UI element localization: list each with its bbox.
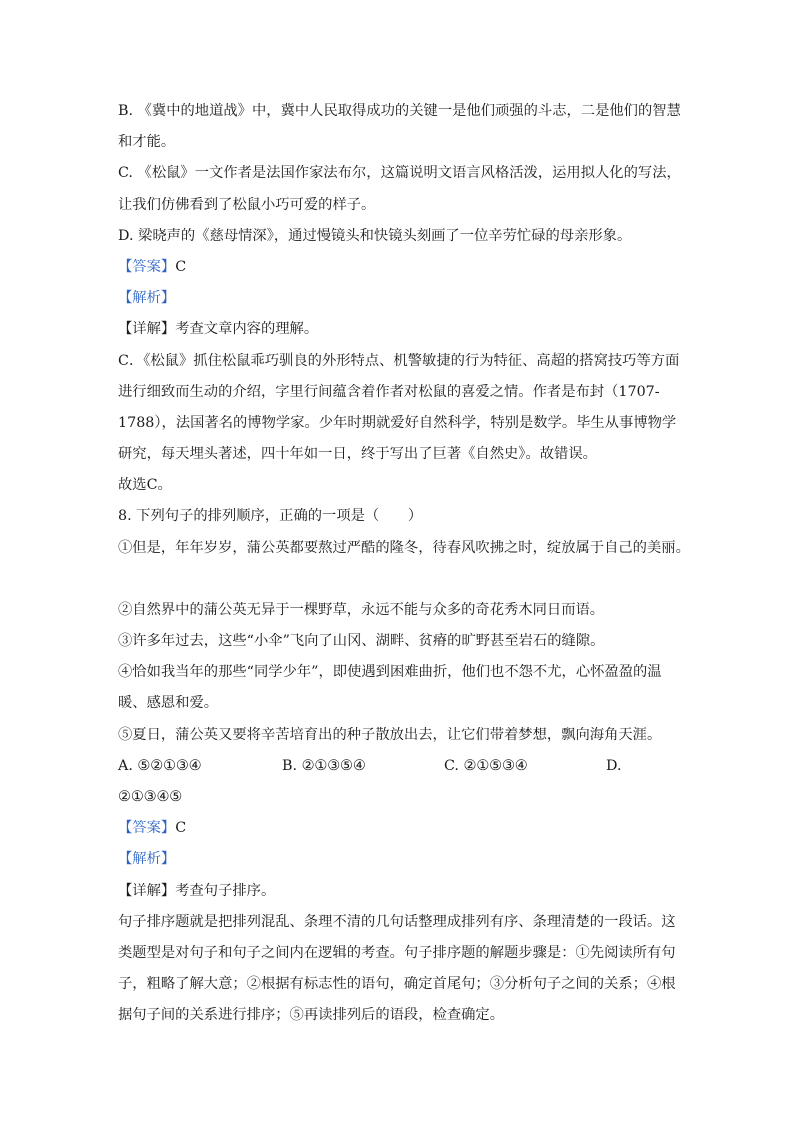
q7-option-b-line2: 和才能。 <box>118 134 176 151</box>
q8-sentence-2: ②自然界中的蒲公英无异于一棵野草，永远不能与众多的奇花秀木同日而语。 <box>118 601 605 618</box>
q7-explanation-line2: 进行细致而生动的介绍，字里行间蕴含着作者对松鼠的喜爱之情。作者是布封（1707- <box>118 383 660 400</box>
q7-analysis-tag: 【解析】 <box>118 290 176 307</box>
q8-analysis-tag: 【解析】 <box>118 851 176 868</box>
q8-explanation-line3: 子，粗略了解大意；②根据有标志性的语句，确定首尾句；③分析句子之间的关系；④根 <box>118 976 676 993</box>
answer-value: C <box>175 258 187 275</box>
answer-tag: 【答案】 <box>118 258 176 275</box>
paragraph-gap <box>118 564 678 595</box>
q8-sentence-4-line2: 暖、感恩和爱。 <box>118 695 219 712</box>
answer-value: C <box>175 820 187 837</box>
document-body <box>118 96 690 1031</box>
q7-option-c-line2: 让我们仿佛看到了松鼠小巧可爱的样子。 <box>118 196 376 213</box>
q8-explanation-line2: 类题型是对句子和句子之间内在逻辑的考查。句子排序题的解题步骤是：①先阅读所有句 <box>118 944 676 961</box>
q8-explanation-line4: 据句子间的关系进行排序；⑤再读排列后的语段，检查确定。 <box>118 1007 505 1024</box>
q8-sentence-1: ①但是，年年岁岁，蒲公英都要熬过严酷的隆冬，待春风吹拂之时，绽放属于自己的美丽。 <box>118 539 690 556</box>
q8-options-row <box>118 751 678 782</box>
q7-explanation-line4: 研究，每天埋头著述，四十年如一日，终于写出了巨著《自然史》。故错误。 <box>118 446 597 463</box>
q7-conclusion: 故选C。 <box>118 477 172 494</box>
q8-option-a: A. ⑤②①③④ <box>118 757 202 774</box>
q8-option-d-label: D. <box>606 757 622 774</box>
q7-explanation-line1: C．《松鼠》抓住松鼠乖巧驯良的外形特点、机警敏捷的行为特征、高超的搭窝技巧等方面 <box>118 352 680 369</box>
answer-tag: 【答案】 <box>118 820 176 837</box>
q8-explanation-line1: 句子排序题就是把排列混乱、条理不清的几句话整理成排列有序、条理清楚的一段话。这 <box>118 913 676 930</box>
q8-sentence-5: ⑤夏日，蒲公英又要将辛苦培育出的种子散放出去，让它们带着梦想，飘向海角天涯。 <box>118 726 662 743</box>
q8-detail: 【详解】考查句子排序。 <box>118 882 276 899</box>
q7-explanation-line3: 1788），法国著名的博物学家。少年时期就爱好自然科学，特别是数学。毕生从事博物学 <box>118 414 677 431</box>
q8-option-c: C. ②①⑤③④ <box>444 757 528 774</box>
q7-option-d: D. 梁晓声的《慈母情深》，通过慢镜头和快镜头刻画了一位辛劳忙碌的母亲形象。 <box>118 227 632 244</box>
q8-option-d-value: ②①③④⑤ <box>118 788 183 805</box>
q7-option-c-line1: C. 《松鼠》一文作者是法国作家法布尔，这篇说明文语言风格活泼，运用拟人化的写法， <box>118 165 681 182</box>
q8-option-b: B. ②①③⑤④ <box>282 757 366 774</box>
q7-option-b-line1: B. 《冀中的地道战》中，冀中人民取得成功的关键一是他们顽强的斗志，二是他们的智慧 <box>118 103 681 119</box>
q8-sentence-3: ③许多年过去，这些“小伞”飞向了山冈、湖畔、贫瘠的旷野甚至岩石的缝隙。 <box>118 633 605 649</box>
q7-answer <box>118 252 678 283</box>
q7-detail: 【详解】考查文章内容的理解。 <box>118 321 319 338</box>
q8-answer <box>118 813 678 844</box>
q8-sentence-4-line1: ④恰如我当年的那些“同学少年”，即使遇到困难曲折，他们也不怨不尤，心怀盈盈的温 <box>118 664 662 681</box>
q8-question: 8. 下列句子的排列顺序，正确的一项是（ ） <box>118 508 423 525</box>
